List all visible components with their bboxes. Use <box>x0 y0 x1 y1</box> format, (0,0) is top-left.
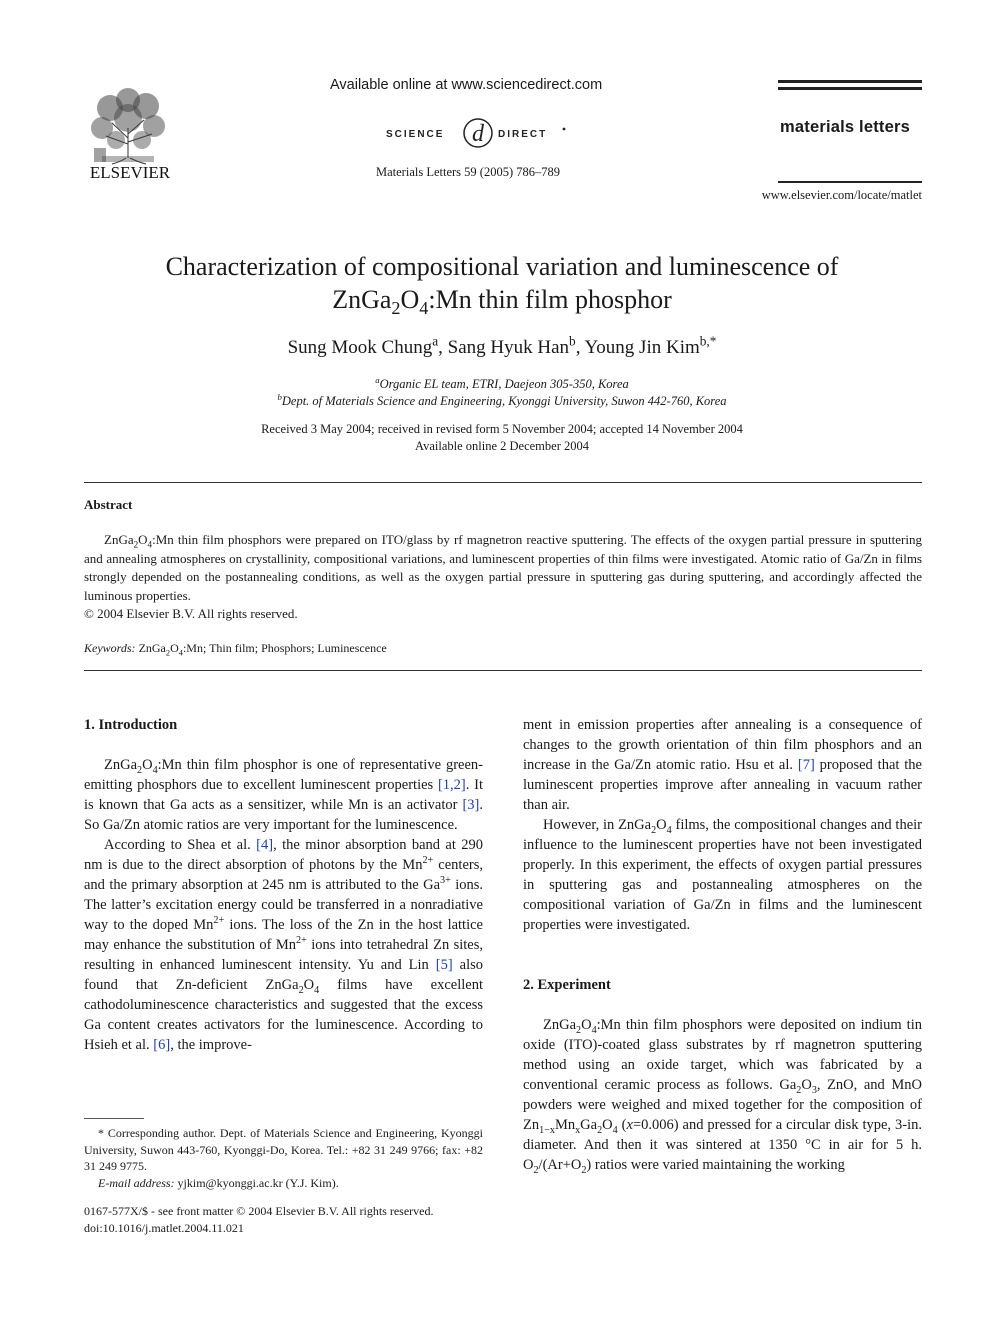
svg-text:d: d <box>472 121 484 147</box>
doi-line[interactable]: doi:10.1016/j.matlet.2004.11.021 <box>84 1221 244 1235</box>
journal-url[interactable]: www.elsevier.com/locate/matlet <box>761 188 922 202</box>
intro-paragraph-continued: ment in emission properties after annealing is a consequence of changes to the growth orientation of thin film phosphors and an increase in the Ga/Zn atomic ratio. Hsu et al. [7] proposed that the luminescent properties improve after annealing in vacuum rather than air. <box>523 717 922 813</box>
citation-link[interactable]: [7] <box>797 757 815 773</box>
svg-text:ELSEVIER: ELSEVIER <box>89 163 171 182</box>
right-column <box>523 715 922 1175</box>
author-name: Sang Hyuk Han <box>447 337 570 358</box>
journal-name: materials letters <box>780 118 910 136</box>
svg-text:DIRECT: DIRECT <box>498 129 548 140</box>
online-date: Available online 2 December 2004 <box>414 439 589 453</box>
keywords-list: Thin film; Phosphors; Luminescence <box>209 641 387 655</box>
citation-link[interactable]: [4] <box>256 837 274 853</box>
email-note: E-mail address: yjkim@kyonggi.ac.kr (Y.J. Kim). <box>98 1175 339 1190</box>
title-line-1: Characterization of compositional variation and luminescence of <box>165 252 839 281</box>
keywords: Keywords: $ZnGa_2O_4:Mn$; Thin film; Phosphors; Luminescence <box>84 641 387 658</box>
article-dates <box>80 421 924 455</box>
section-heading-experiment: 2. Experiment <box>523 977 611 993</box>
abstract-copyright: © 2004 Elsevier B.V. All rights reserved. <box>84 606 298 621</box>
citation-link[interactable]: [5] <box>435 957 453 973</box>
experiment-paragraph-1: $ZnGa_2O_4:Mn$ thin film phosphors were deposited on indium tin oxide (ITO)-coated glass substrates by rf magnetron sputtering method using an oxide target, which was fabricated by a conventional ceramic process as follows. $Ga_2O_3$, ZnO, and MnO powders were weighed and mixed together for the composition of $Zn_{1-x}Mn_xGa_2O_4$ (x=0.006) and pressed for a circular disk type, 3-in. diameter. And then it was sintered at 1350 °C in air for 5 h. $O_2/(Ar+O_2)$ ratios were varied maintaining the working <box>523 1017 922 1176</box>
elsevier-logo <box>82 78 178 182</box>
received-dates: Received 3 May 2004; received in revised form 5 November 2004; accepted 14 November 2004 <box>261 422 743 436</box>
author-name: Young Jin Kim <box>584 337 700 358</box>
affiliation-a: $^a$Organic EL team, ETRI, Daejeon 305-350, Korea <box>375 374 629 391</box>
affiliation-mark: b,* <box>699 333 717 349</box>
abstract-bottom-rule <box>84 670 922 671</box>
corresponding-author-note: * Corresponding author. Dept. of Materials Science and Engineering, Kyonggi University, Suwon 443-760, Kyonggi-Do, Korea. Tel.: +82 31 249 9766; fax: +82 31 249 9775. <box>84 1126 483 1173</box>
affiliation-mark: a <box>432 333 439 349</box>
front-matter <box>84 1203 483 1237</box>
citation-link[interactable]: [3] <box>462 797 480 813</box>
sciencedirect-available-text: Available online at www.sciencedirect.com <box>330 77 603 93</box>
abstract-body <box>84 531 922 624</box>
journal-rule <box>778 181 922 183</box>
abstract-top-rule <box>84 482 922 483</box>
journal-masthead-bars <box>778 80 922 94</box>
footnote-rule <box>84 1118 144 1119</box>
abstract-text: $ZnGa_2O_4:Mn$ thin film phosphors were prepared on ITO/glass by rf magnetron reactive sputtering. The effects of the oxygen partial pressure in sputtering and annealing atmospheres on crystallinity, compositional variations, and luminescent properties of thin films were investigated. Atomic ratio of Ga/Zn in films strongly depended on the postannealing conditions, as well as the oxygen partial pressure in sputtering gas during sputtering, and accordingly affected the luminous properties. <box>84 532 922 603</box>
intro-paragraph-1: $ZnGa_2O_4:Mn$ thin film phosphor is one of representative green-emitting phosphors due to excellent luminescent properties [1,2]. It is known that Ga acts as a sensitizer, while Mn is an activator [3]. So Ga/Zn atomic ratios are very important for the luminescence. <box>84 757 484 833</box>
intro-paragraph-2: According to Shea et al. [4], the minor absorption band at 290 nm is due to the direct absorption of photons by the $Mn^{2+}$ centers, and the primary absorption at 245 nm is attributed to the $Ga^{3+}$ ions. The latter’s excitation energy could be transferred in a nonradiative way to the doped $Mn^{2+}$ ions. The loss of the Zn in the host lattice may enhance the substitution of $Mn^{2+}$ ions into tetrahedral Zn sites, resulting in enhanced luminescent intensity. Yu and Lin [5] also found that Zn-deficient $ZnGa_2O_4$ films have excellent cathodoluminescence characteristics and suggested that the excess Ga content creates activators for the luminescence. According to Hsieh et al. [6], the improve- <box>84 837 484 1053</box>
affiliation-b: $^b$Dept. of Materials Science and Engineering, Kyonggi University, Suwon 442-760, Korea <box>277 391 727 408</box>
svg-text:SCIENCE: SCIENCE <box>386 129 445 140</box>
affiliations <box>80 376 924 410</box>
intro-paragraph-3: However, in $ZnGa_2O_4$ films, the compositional changes and their influence to the luminescent properties have not been investigated properly. In this experiment, the effects of oxygen partial pressures in sputtering gas and postannealing atmospheres on the compositional variation of Ga/Zn in films and the luminescent properties were investigated. <box>523 817 922 933</box>
article-title <box>80 250 924 319</box>
section-heading-introduction: 1. Introduction <box>84 717 178 733</box>
citation-link[interactable]: [1,2] <box>437 777 466 793</box>
issn-line: 0167-577X/$ - see front matter © 2004 Elsevier B.V. All rights reserved. <box>84 1204 434 1218</box>
keywords-label: Keywords: <box>84 641 136 655</box>
sciencedirect-logo <box>380 113 570 151</box>
citation: Materials Letters 59 (2005) 786–789 <box>376 165 560 179</box>
elsevier-tree-icon <box>82 78 178 182</box>
title-line-2: $ZnGa_2O_4:Mn$ thin film phosphor <box>332 285 672 319</box>
left-column <box>84 715 483 1055</box>
author-name: Sung Mook Chung <box>287 337 433 358</box>
citation-link[interactable]: [6] <box>153 1037 171 1053</box>
affiliation-mark: b <box>569 333 576 349</box>
author-list: Sung Mook Chung$^a$, Sang Hyuk Han$^b$, Young Jin Kim$^{b,*}$ <box>287 333 717 358</box>
abstract-heading: Abstract <box>84 497 133 512</box>
sciencedirect-logo-icon <box>380 113 570 151</box>
email-link[interactable]: yjkim@kyonggi.ac.kr (Y.J. Kim). <box>177 1175 339 1190</box>
footnote <box>84 1125 483 1191</box>
